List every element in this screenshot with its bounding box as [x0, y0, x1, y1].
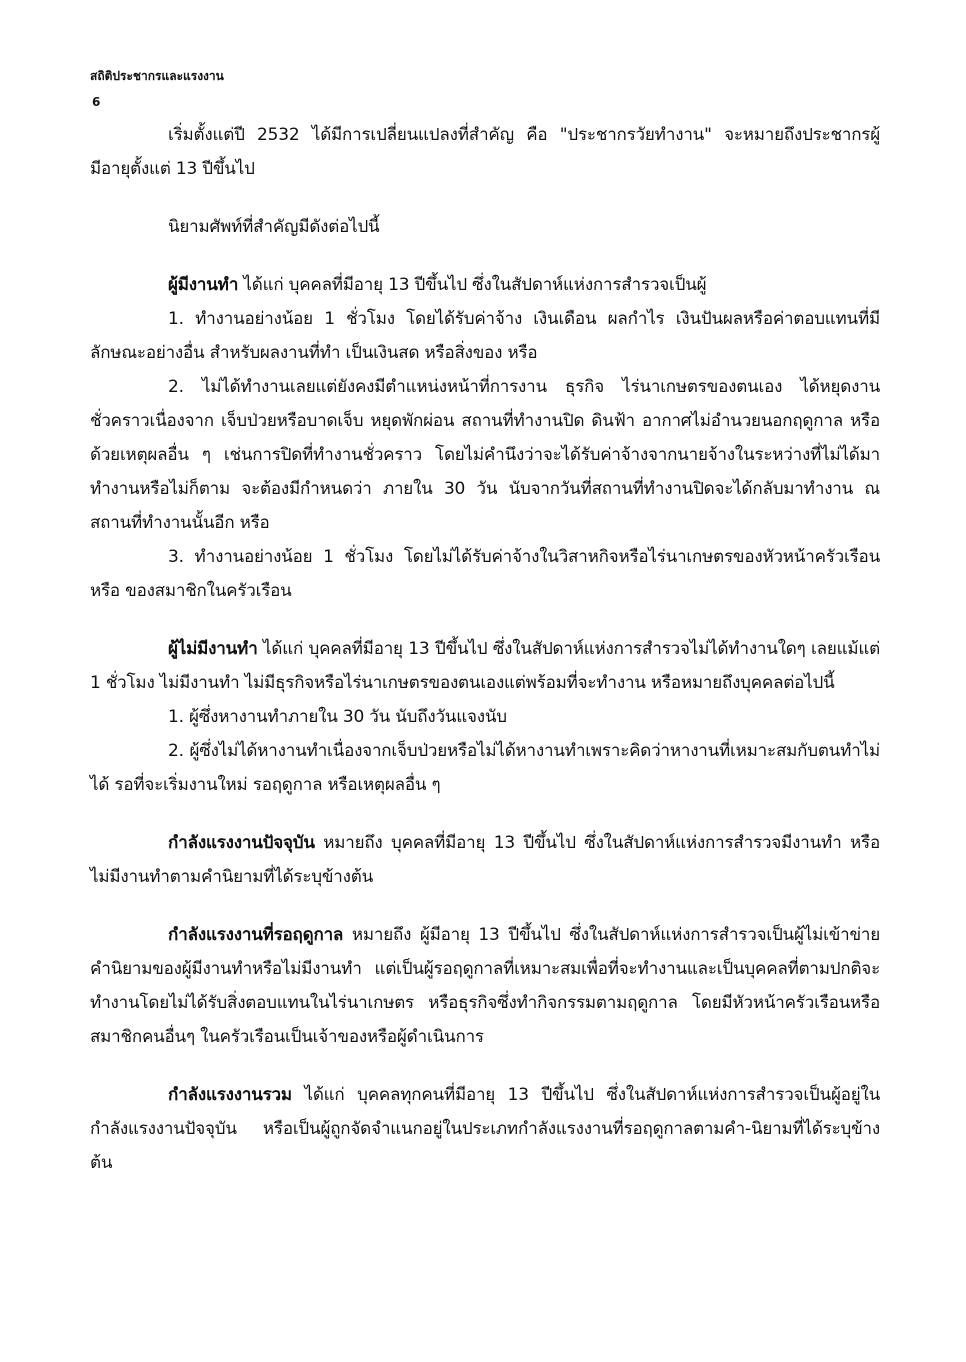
total-labor-force-definition: [90, 1078, 880, 1180]
page-number: 6: [92, 95, 101, 109]
unemployed-definition: [90, 632, 880, 700]
seasonal-labor-force-definition: [90, 918, 880, 1054]
employed-text: ได้แก่ บุคคลที่มีอายุ 13 ปีขึ้นไป ซึ่งในสัปดาห์แห่งการสำรวจเป็นผู้: [238, 275, 707, 295]
employed-item-2: 2. ไม่ได้ทำงานเลยแต่ยังคงมีตำแหน่งหน้าที่การงาน ธุรกิจ ไร่นาเกษตรของตนเอง ได้หยุดงานชั่วคราวเนื่องจาก เจ็บป่วยหรือบาดเจ็บ หยุดพักผ่อน สถานที่ทำงานปิด ดินฟ้า อากาศไม่อำนวยนอกฤดูกาล หรือด้วยเหตุผลอื่น ๆ เช่นการปิดที่ทำงานชั่วคราว โดยไม่คำนึงว่าจะได้รับค่าจ้างจากนายจ้างในระหว่างที่ไม่ได้มาทำงานหรือไม่ก็ตาม จะต้องมีกำหนดว่า ภายใน 30 วัน นับจากวันที่สถานที่ทำงานปิดจะได้กลับมาทำงาน ณ สถานที่ทำงานนั้นอีก หรือ: [90, 377, 880, 533]
unemployed-term: ผู้ไม่มีงานทำ: [168, 639, 258, 659]
definitions-heading: นิยามศัพท์ที่สำคัญมีดังต่อไปนี้: [168, 217, 380, 237]
current-labor-force-text: หมายถึง บุคคลที่มีอายุ 13 ปีขึ้นไป ซึ่งในสัปดาห์แห่งการสำรวจมีงานทำ หรือไม่มีงานทำตามคำนิยามที่ได้ระบุข้างต้น: [90, 833, 880, 887]
employed-definition: [90, 268, 880, 302]
current-labor-force-term: กำลังแรงงานปัจจุบัน: [168, 833, 315, 853]
total-labor-force-term: กำลังแรงงานรวม: [168, 1085, 292, 1105]
employed-term: ผู้มีงานทำ: [168, 275, 239, 295]
document-body: [90, 118, 880, 1180]
employed-item-1: 1. ทำงานอย่างน้อย 1 ชั่วโมง โดยได้รับค่าจ้าง เงินเดือน ผลกำไร เงินปันผลหรือค่าตอบแทนที่มีลักษณะอย่างอื่น สำหรับผลงานที่ทำ เป็นเงินสด หรือสิ่งของ หรือ: [90, 309, 880, 363]
employed-item-3: 3. ทำงานอย่างน้อย 1 ชั่วโมง โดยไม่ได้รับค่าจ้างในวิสาหกิจหรือไร่นาเกษตรของหัวหน้าครัวเรือน หรือ ของสมาชิกในครัวเรือน: [90, 547, 880, 601]
seasonal-labor-force-text: หมายถึง ผู้มีอายุ 13 ปีขึ้นไป ซึ่งในสัปดาห์แห่งการสำรวจเป็นผู้ไม่เข้าข่ายคำนิยามของผู้มีงานทำหรือไม่มีงานทำ แต่เป็นผู้รอฤดูกาลที่เหมาะสมเพื่อที่จะทำงานและเป็นบุคคลที่ตามปกติจะทำงานโดยไม่ได้รับสิ่งตอบแทนในไร่นาเกษตร หรือธุรกิจซึ่งทำกิจกรรมตามฤดูกาล โดยมีหัวหน้าครัวเรือนหรือสมาชิกคนอื่นๆ ในครัวเรือนเป็นเจ้าของหรือผู้ดำเนินการ: [90, 925, 880, 1047]
running-header-title: สถิติประชากรและแรงงาน: [90, 69, 224, 83]
current-labor-force-definition: [90, 826, 880, 894]
total-labor-force-text: ได้แก่ บุคคลทุกคนที่มีอายุ 13 ปีขึ้นไป ซึ่งในสัปดาห์แห่งการสำรวจเป็นผู้อยู่ในกำลังแรงงานปัจจุบัน หรือเป็นผู้ถูกจัดจำแนกอยู่ในประเภทกำลังแรงงานที่รอฤดูกาลตามคำ-นิยามที่ได้ระบุข้างต้น: [90, 1085, 880, 1173]
seasonal-labor-force-term: กำลังแรงงานที่รอฤดูกาล: [168, 925, 344, 945]
unemployed-text: ได้แก่ บุคคลที่มีอายุ 13 ปีขึ้นไป ซึ่งในสัปดาห์แห่งการสำรวจไม่ได้ทำงานใดๆ เลยแม้แต่ 1 ชั่วโมง ไม่มีงานทำ ไม่มีธุรกิจหรือไร่นาเกษตรของตนเองแต่พร้อมที่จะทำงาน หรือหมายถึงบุคคลต่อไปนี้: [90, 639, 880, 693]
intro-paragraph: เริ่มตั้งแต่ปี 2532 ได้มีการเปลี่ยนแปลงที่สำคัญ คือ "ประชากรวัยทำงาน" จะหมายถึงประชากรผู้มีอายุตั้งแต่ 13 ปีขึ้นไป: [90, 125, 880, 179]
unemployed-item-2: 2. ผู้ซึ่งไม่ได้หางานทำเนื่องจากเจ็บป่วยหรือไม่ได้หางานทำเพราะคิดว่าหางานที่เหมาะสมกับตนทำไม่ได้ รอที่จะเริ่มงานใหม่ รอฤดูกาล หรือเหตุผลอื่น ๆ: [90, 741, 880, 795]
unemployed-item-1: 1. ผู้ซึ่งหางานทำภายใน 30 วัน นับถึงวันแจงนับ: [168, 707, 507, 727]
